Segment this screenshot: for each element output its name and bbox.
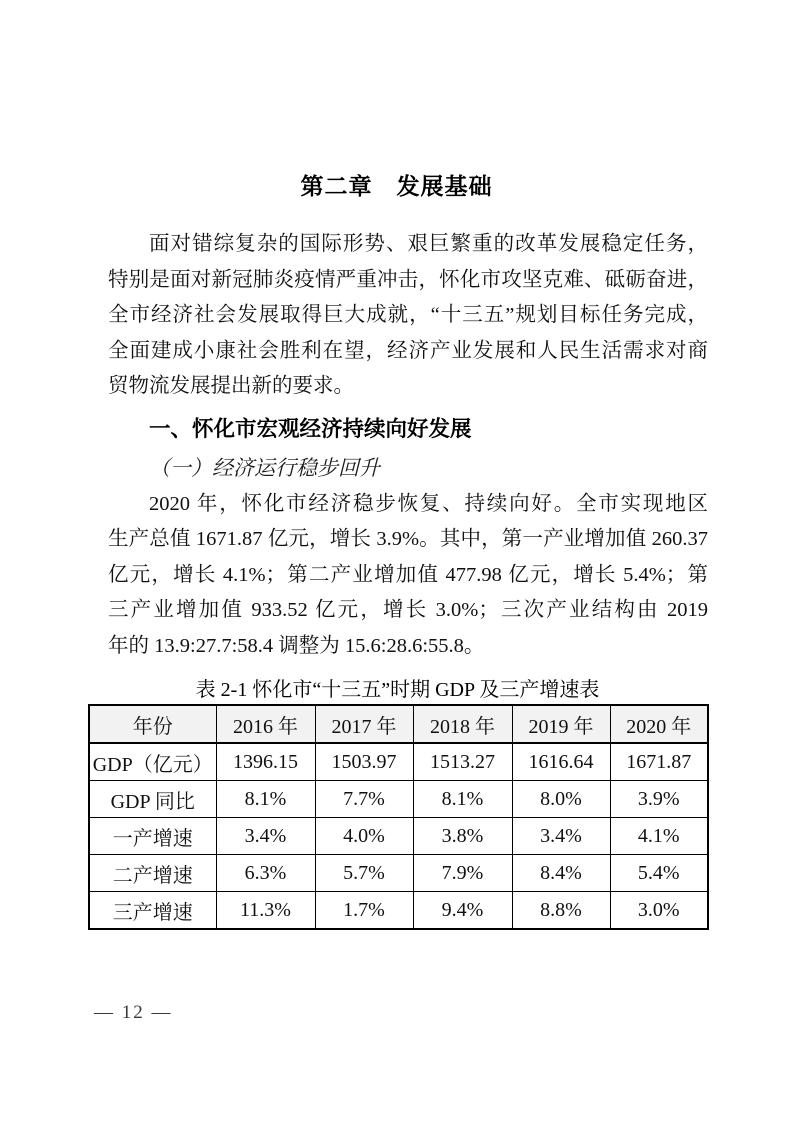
section-heading: 一、怀化市宏观经济持续向好发展 (149, 416, 472, 441)
table-cell: 9.4% (413, 892, 512, 930)
paragraph-economy (108, 487, 708, 665)
paragraph-intro (108, 227, 708, 405)
table-cell: 3.0% (610, 892, 708, 930)
table-cell: 3.4% (512, 818, 610, 855)
table-row (89, 892, 708, 930)
table-cell: 7.7% (315, 781, 413, 818)
chapter-title: 第二章 发展基础 (300, 173, 493, 199)
table-cell: 8.1% (413, 781, 512, 818)
table-cell: 4.1% (610, 818, 708, 855)
table-cell: 8.1% (216, 781, 315, 818)
table-header-cell: 2017 年 (315, 705, 413, 743)
table-row (89, 818, 708, 855)
table-cell: 1513.27 (413, 743, 512, 781)
table-header-cell: 2018 年 (413, 705, 512, 743)
row-label-cell: GDP 同比 (89, 781, 216, 818)
table-cell: 1.7% (315, 892, 413, 930)
text-line: 生产总值 1671.87 亿元，增长 3.9%。其中，第一产业增加值 260.37 (108, 528, 708, 550)
text-line: 面对错综复杂的国际形势、艰巨繁重的改革发展稳定任务， (149, 233, 708, 255)
table-cell: 1396.15 (216, 743, 315, 781)
table-cell: 8.8% (512, 892, 610, 930)
gdp-table-section (88, 676, 707, 930)
text-line: 特别是面对新冠肺炎疫情严重冲击，怀化市攻坚克难、砥砺奋进， (108, 268, 708, 291)
table-cell: 6.3% (216, 855, 315, 892)
table-cell: 3.8% (413, 818, 512, 855)
table-cell: 8.0% (512, 781, 610, 818)
row-label-cell: GDP（亿元） (89, 743, 216, 781)
row-label-cell: 三产增速 (89, 892, 216, 930)
text-line: 全市经济社会发展取得巨大成就，“十三五”规划目标任务完成， (108, 304, 708, 326)
page-number: — 12 — (94, 1002, 173, 1023)
row-label-cell: 二产增速 (89, 855, 216, 892)
table-cell: 1503.97 (315, 743, 413, 781)
text-line: 2020 年，怀化市经济稳步恢复、持续向好。全市实现地区 (149, 492, 708, 515)
table-cell: 1671.87 (610, 743, 708, 781)
gdp-table (88, 704, 709, 930)
text-line: 亿元，增长 4.1%；第二产业增加值 477.98 亿元，增长 5.4%；第 (108, 563, 708, 586)
table-header-cell: 2016 年 (216, 705, 315, 743)
table-row (89, 781, 708, 818)
table-cell: 5.7% (315, 855, 413, 892)
table-header-cell: 2020 年 (610, 705, 708, 743)
text-line: 贸物流发展提出新的要求。 (108, 375, 354, 397)
table-row (89, 855, 708, 892)
subsection-heading: （一）经济运行稳步回升 (149, 456, 380, 480)
text-line: 年的 13.9:27.7:58.4 调整为 15.6:28.6:55.8。 (108, 634, 485, 657)
table-cell: 7.9% (413, 855, 512, 892)
table-header-cell: 年份 (89, 705, 216, 743)
table-row (89, 743, 708, 781)
text-line: 全面建成小康社会胜利在望，经济产业发展和人民生活需求对商 (108, 339, 708, 362)
table-cell: 11.3% (216, 892, 315, 930)
table-caption: 表 2-1 怀化市“十三五”时期 GDP 及三产增速表 (195, 679, 600, 701)
table-header-row (89, 705, 708, 743)
row-label-cell: 一产增速 (89, 818, 216, 855)
table-header-cell: 2019 年 (512, 705, 610, 743)
table-cell: 1616.64 (512, 743, 610, 781)
text-line: 三产业增加值 933.52 亿元，增长 3.0%；三次产业结构由 2019 (108, 599, 708, 621)
table-cell: 3.4% (216, 818, 315, 855)
table-cell: 8.4% (512, 855, 610, 892)
content-block (108, 227, 708, 664)
table-cell: 3.9% (610, 781, 708, 818)
table-cell: 4.0% (315, 818, 413, 855)
table-cell: 5.4% (610, 855, 708, 892)
